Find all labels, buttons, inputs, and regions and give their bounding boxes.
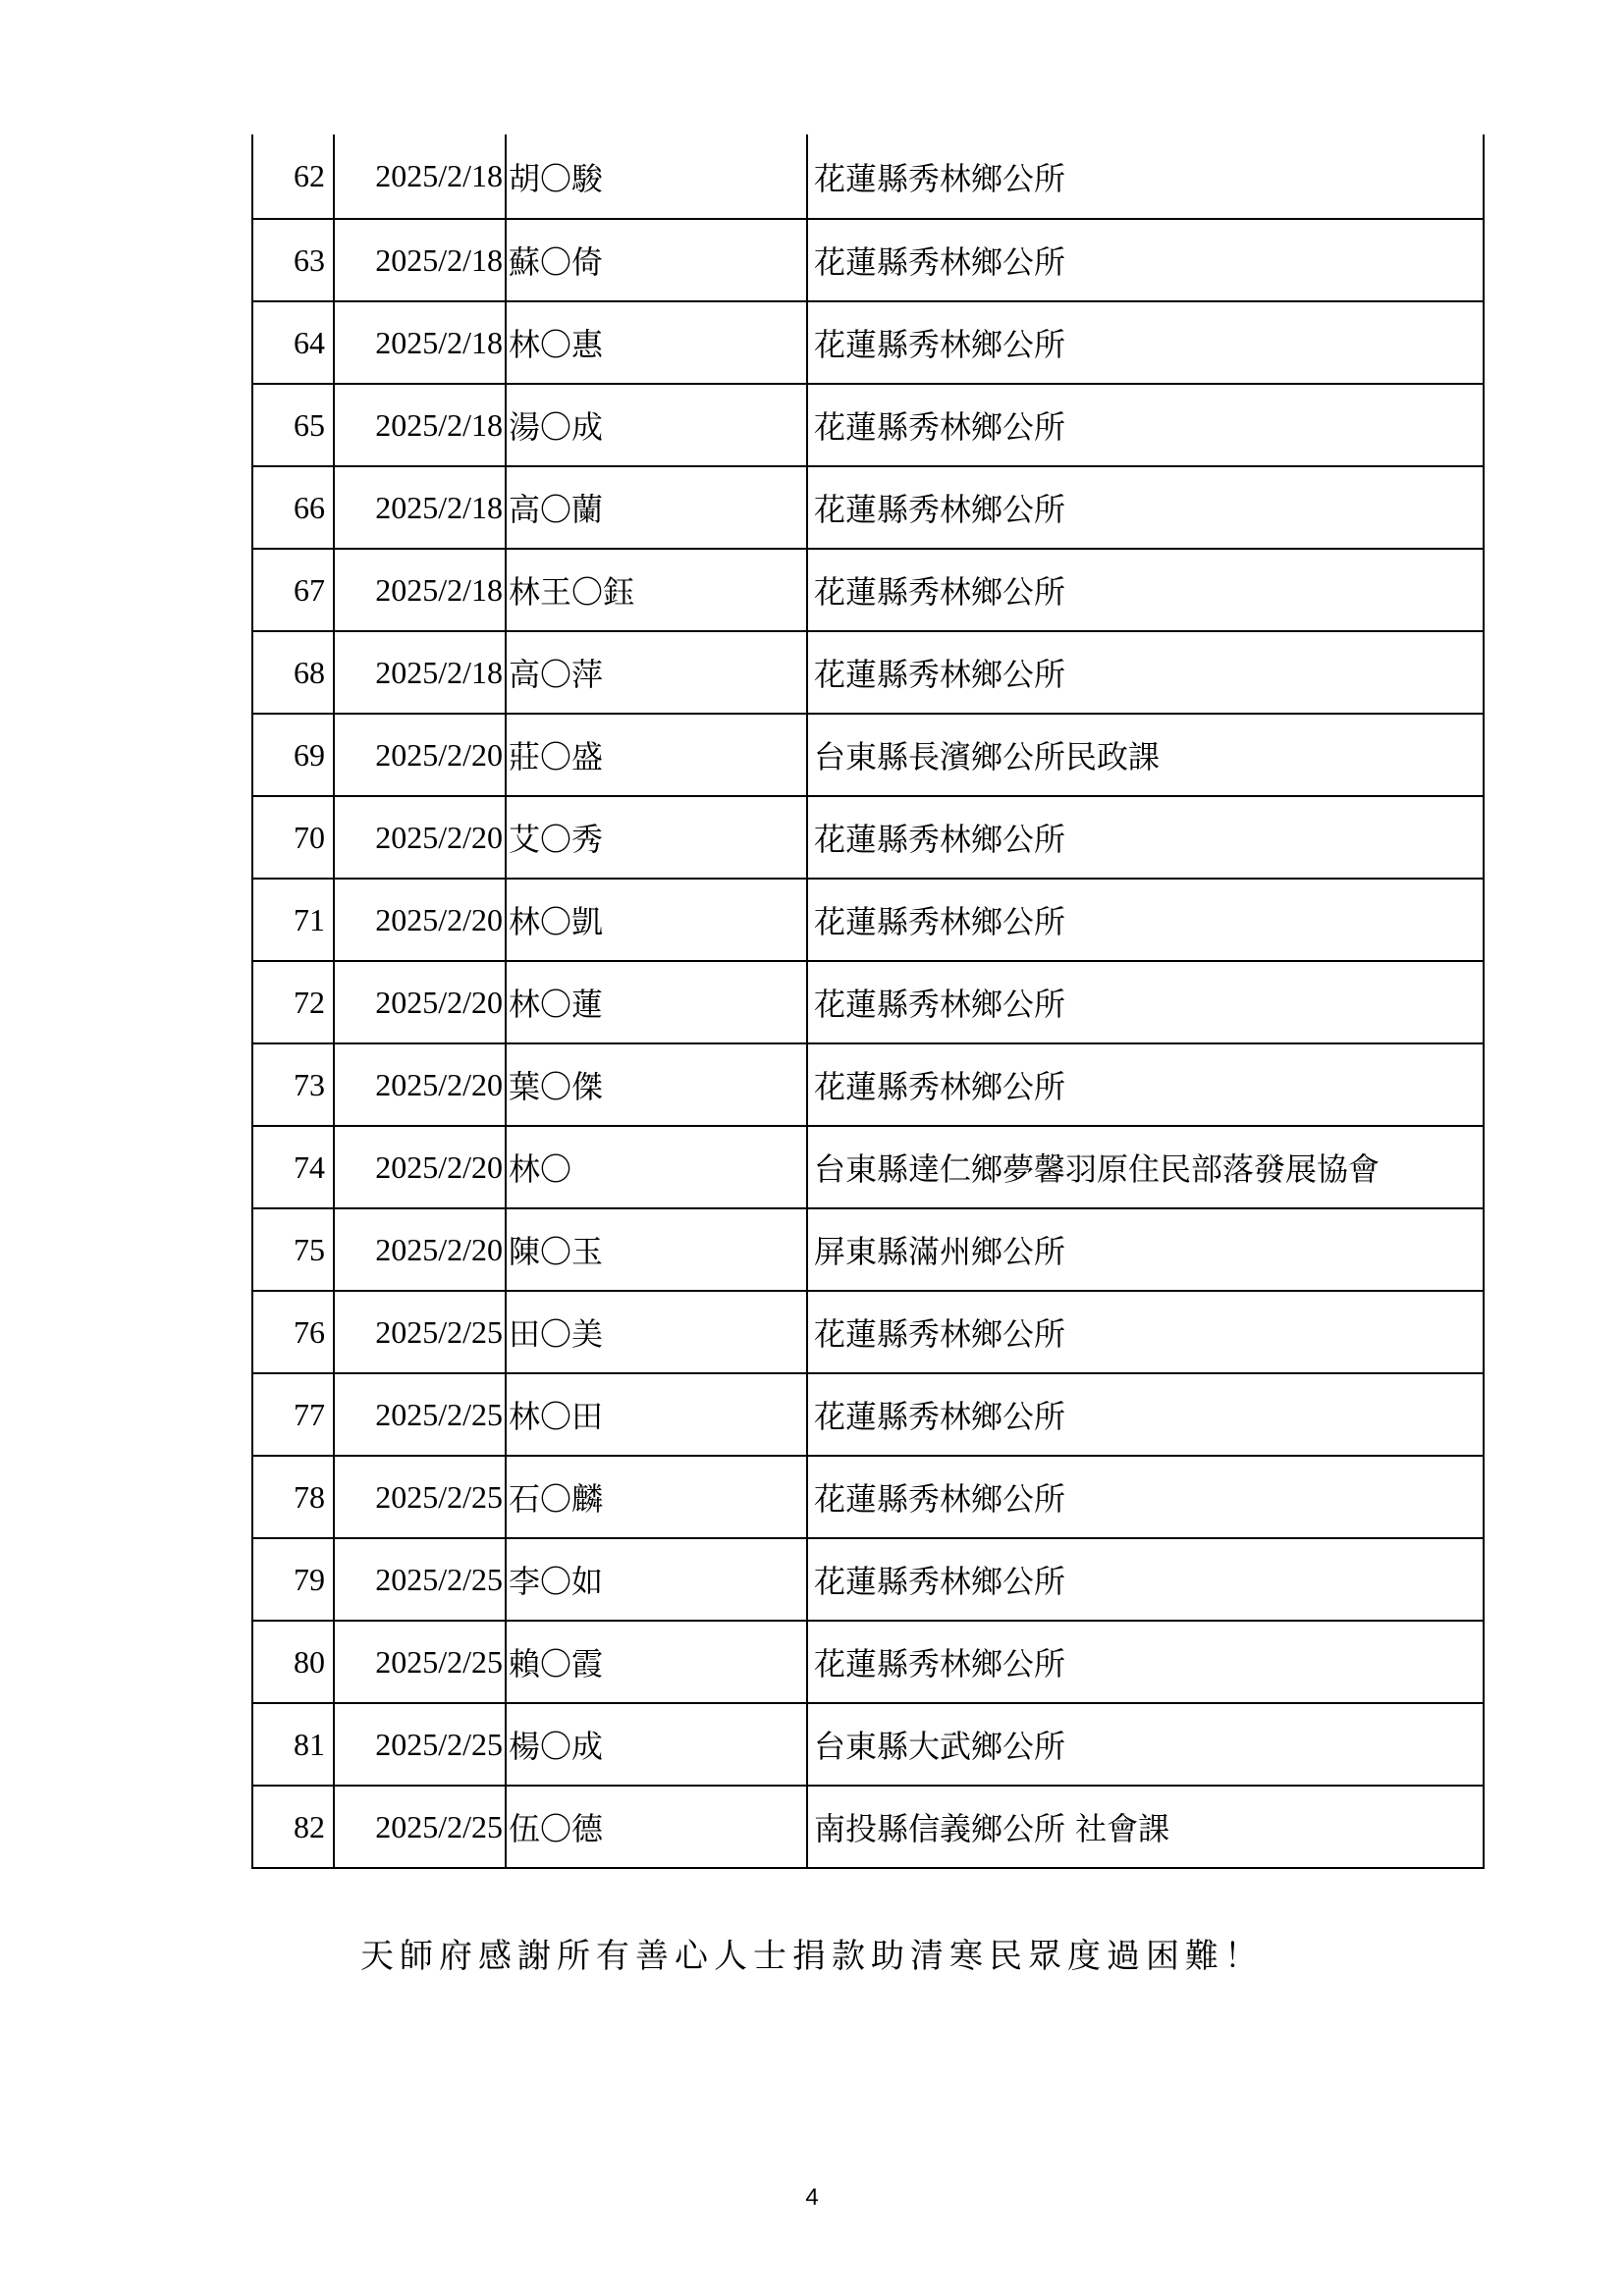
organization-cell: 花蓮縣秀林鄉公所	[807, 631, 1484, 714]
row-number-cell: 82	[252, 1786, 334, 1868]
organization-cell: 花蓮縣秀林鄉公所	[807, 1373, 1484, 1456]
date-cell: 2025/2/18	[334, 301, 506, 384]
donor-name-cell: 賴〇霞	[506, 1621, 807, 1703]
organization-cell: 花蓮縣秀林鄉公所	[807, 879, 1484, 961]
row-number-cell: 74	[252, 1126, 334, 1208]
row-number-cell: 64	[252, 301, 334, 384]
organization-cell: 花蓮縣秀林鄉公所	[807, 1621, 1484, 1703]
donor-name-cell: 湯〇成	[506, 384, 807, 466]
date-cell: 2025/2/18	[334, 384, 506, 466]
table-row	[252, 1456, 1484, 1538]
row-number-cell: 76	[252, 1291, 334, 1373]
organization-cell: 花蓮縣秀林鄉公所	[807, 1538, 1484, 1621]
donor-name-cell: 林〇	[506, 1126, 807, 1208]
table-row	[252, 1291, 1484, 1373]
date-cell: 2025/2/20	[334, 879, 506, 961]
table-row	[252, 1043, 1484, 1126]
date-cell: 2025/2/18	[334, 466, 506, 549]
row-number-cell: 62	[252, 134, 334, 219]
row-number-cell: 63	[252, 219, 334, 301]
donor-name-cell: 林〇惠	[506, 301, 807, 384]
organization-cell: 南投縣信義鄉公所 社會課	[807, 1786, 1484, 1868]
organization-cell: 台東縣長濱鄉公所民政課	[807, 714, 1484, 796]
row-number-cell: 67	[252, 549, 334, 631]
row-number-cell: 77	[252, 1373, 334, 1456]
donor-name-cell: 高〇蘭	[506, 466, 807, 549]
row-number-cell: 72	[252, 961, 334, 1043]
donation-table-body	[252, 134, 1484, 1868]
donor-name-cell: 伍〇德	[506, 1786, 807, 1868]
organization-cell: 台東縣達仁鄉夢馨羽原住民部落發展協會	[807, 1126, 1484, 1208]
donor-name-cell: 田〇美	[506, 1291, 807, 1373]
organization-cell: 花蓮縣秀林鄉公所	[807, 1043, 1484, 1126]
row-number-cell: 80	[252, 1621, 334, 1703]
date-cell: 2025/2/20	[334, 1043, 506, 1126]
table-row	[252, 1126, 1484, 1208]
organization-cell: 花蓮縣秀林鄉公所	[807, 549, 1484, 631]
row-number-cell: 78	[252, 1456, 334, 1538]
donor-name-cell: 林〇凱	[506, 879, 807, 961]
organization-cell: 花蓮縣秀林鄉公所	[807, 134, 1484, 219]
row-number-cell: 75	[252, 1208, 334, 1291]
table-row	[252, 1786, 1484, 1868]
donor-name-cell: 陳〇玉	[506, 1208, 807, 1291]
donor-name-cell: 林〇蓮	[506, 961, 807, 1043]
donor-name-cell: 林〇田	[506, 1373, 807, 1456]
page-number: 4	[805, 2184, 819, 2211]
row-number-cell: 71	[252, 879, 334, 961]
row-number-cell: 79	[252, 1538, 334, 1621]
organization-cell: 花蓮縣秀林鄉公所	[807, 1456, 1484, 1538]
donor-name-cell: 蘇〇倚	[506, 219, 807, 301]
date-cell: 2025/2/20	[334, 796, 506, 879]
date-cell: 2025/2/18	[334, 549, 506, 631]
date-cell: 2025/2/20	[334, 714, 506, 796]
table-row	[252, 1538, 1484, 1621]
table-row	[252, 219, 1484, 301]
table-row	[252, 466, 1484, 549]
date-cell: 2025/2/20	[334, 1126, 506, 1208]
table-row	[252, 879, 1484, 961]
row-number-cell: 68	[252, 631, 334, 714]
organization-cell: 花蓮縣秀林鄉公所	[807, 384, 1484, 466]
donor-name-cell: 石〇麟	[506, 1456, 807, 1538]
donor-name-cell: 楊〇成	[506, 1703, 807, 1786]
table-row	[252, 134, 1484, 219]
organization-cell: 台東縣大武鄉公所	[807, 1703, 1484, 1786]
thanks-note: 天師府感謝所有善心人士捐款助清寒民眾度過困難！	[360, 1937, 1264, 1976]
date-cell: 2025/2/25	[334, 1621, 506, 1703]
donor-name-cell: 林王〇鈺	[506, 549, 807, 631]
row-number-cell: 69	[252, 714, 334, 796]
table-row	[252, 301, 1484, 384]
table-row	[252, 1373, 1484, 1456]
organization-cell: 屏東縣滿州鄉公所	[807, 1208, 1484, 1291]
organization-cell: 花蓮縣秀林鄉公所	[807, 301, 1484, 384]
table-row	[252, 631, 1484, 714]
donor-name-cell: 高〇萍	[506, 631, 807, 714]
row-number-cell: 73	[252, 1043, 334, 1126]
organization-cell: 花蓮縣秀林鄉公所	[807, 1291, 1484, 1373]
table-row	[252, 1621, 1484, 1703]
date-cell: 2025/2/18	[334, 134, 506, 219]
donor-name-cell: 李〇如	[506, 1538, 807, 1621]
date-cell: 2025/2/25	[334, 1456, 506, 1538]
organization-cell: 花蓮縣秀林鄉公所	[807, 796, 1484, 879]
donor-name-cell: 艾〇秀	[506, 796, 807, 879]
date-cell: 2025/2/25	[334, 1291, 506, 1373]
row-number-cell: 81	[252, 1703, 334, 1786]
donation-table	[251, 134, 1485, 1869]
donor-name-cell: 葉〇傑	[506, 1043, 807, 1126]
table-row	[252, 714, 1484, 796]
table-row	[252, 961, 1484, 1043]
date-cell: 2025/2/25	[334, 1703, 506, 1786]
date-cell: 2025/2/20	[334, 961, 506, 1043]
table-row	[252, 796, 1484, 879]
table-row	[252, 549, 1484, 631]
organization-cell: 花蓮縣秀林鄉公所	[807, 961, 1484, 1043]
donor-name-cell: 莊〇盛	[506, 714, 807, 796]
row-number-cell: 66	[252, 466, 334, 549]
table-row	[252, 1703, 1484, 1786]
date-cell: 2025/2/20	[334, 1208, 506, 1291]
date-cell: 2025/2/25	[334, 1373, 506, 1456]
date-cell: 2025/2/18	[334, 631, 506, 714]
donor-name-cell: 胡〇駿	[506, 134, 807, 219]
organization-cell: 花蓮縣秀林鄉公所	[807, 219, 1484, 301]
organization-cell: 花蓮縣秀林鄉公所	[807, 466, 1484, 549]
row-number-cell: 70	[252, 796, 334, 879]
row-number-cell: 65	[252, 384, 334, 466]
table-row	[252, 384, 1484, 466]
date-cell: 2025/2/25	[334, 1786, 506, 1868]
date-cell: 2025/2/18	[334, 219, 506, 301]
date-cell: 2025/2/25	[334, 1538, 506, 1621]
table-row	[252, 1208, 1484, 1291]
